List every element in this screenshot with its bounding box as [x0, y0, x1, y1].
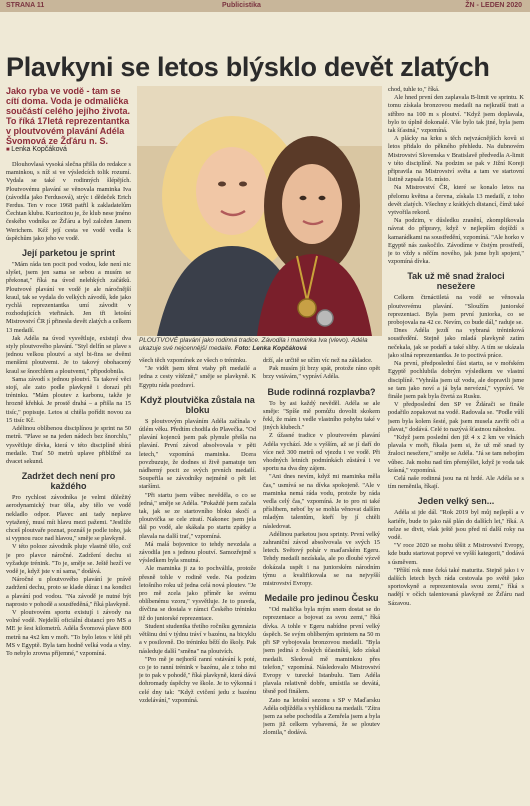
- paragraph: chod, tuhle to," říká.: [388, 86, 440, 93]
- paragraph: Náročné u ploutvového plavání je právě zadržení dechu, proto se klade důraz i na kondici a plavání pod vodou. "Na závodě je nutné být naprosto v pohodě a soustředěná," říká plavkyně.: [6, 576, 131, 608]
- paragraph: Adéla si jde dál. "Rok 2019 byl můj nejlepší a v kariéře, bude to jako náš plán do dalších let," říká. A nelze se divit, však ještě jsou před ní další roky na vodě.: [388, 509, 524, 541]
- paragraph: Z úžasné tradice v ploutvovém plavání Adéla vychází. Jde s vyšším, až se jí daří do více než 300 metrů od vjezdu i ve vodě. Při vhodných letních podmínkách zůstává i ve sportu na dva dny zájem.: [263, 432, 380, 473]
- paragraph: V této poloze závodník pluje vlastně tělo, což je pro plavce náročné. Zadržení dechu si vyžaduje trénink. "To je, směje se. Ještě hezčí ve vodě je, když jste v ní sama," dodává.: [6, 543, 131, 575]
- paragraph: Celkem čtrnáctiletá na vodě se věnovala ploutvovému plavání. "Sloužím juniorské reprezentaci. Byla jsem první juniorka, co se probojovala na 42 ce. Nevím, co bude dál," raduje se.: [388, 294, 524, 327]
- article-photo: [137, 86, 382, 336]
- paragraph: Pak musím jít brzy spát, protože ráno opět brzy vstávám," vypráví Adéla.: [263, 365, 380, 381]
- paragraph: Jak Adéla na úvod vysvětluje, existují dva styly ploutvového plavání. "Styl delfín se plave s jednou velkou ploutví a styl bi-fins se dvěmi menšími ploutvemi. Je to takový obohacený kraul se šnorchlem a ploutvemi," připodobnila.: [6, 334, 131, 375]
- article-headline: Plavkyni se letos blýsklo devět zlatých: [6, 52, 490, 82]
- paragraph: "Je vidět jsem těmi vtahy při medailé a jedna z cesty vítězně," směje se plavkyně. K Egyptu ráda pozdraví.: [139, 365, 256, 389]
- paragraph: Na Mistrovství ČR, které se konalo letos na přelomu května a června, získala 13 medailí, z toho devět zlatých. Všechny z krátkých distancí, čímž také vytvořila rekord.: [388, 184, 524, 217]
- issue-date: ŽN - LEDEN 2020: [465, 2, 522, 9]
- paragraph: S ploutvovým plaváním Adéla začínala v útlém věku. Předtím chodila do Plavečka. "Od plavání kojenců jsem pak plynule přešla na plavání. První závod absolvovala v pěti letech," vzpomíná maminka. Dcera povzbuzuje, že dodnes si živě pamatuje ten nádherný pocit ze svých prvních medailí. Soupeřila se závodníky nejméně o pět let staršími.: [139, 417, 256, 491]
- paragraph: Student studentka třetího ročníku gymnázia většinu dní v týdnu tráví v bazénu, na bicyklu a v posilovně. Do tréninku běží do školy. Pak následuje další "směna" na ploutvích.: [139, 622, 256, 655]
- photo-illustration: [137, 86, 382, 336]
- page-header-bar: [0, 0, 530, 12]
- paragraph: "Příští rok mne čeká také maturita. Stejně jako i v dalších letech bych ráda cestovala po světě jako sportovkyně a reprezentovala svou zemi," říká s nadějí v očích talentovaná plavkyně ze Žďáru nad Sázavou.: [388, 566, 524, 607]
- paragraph: "Pro mě je nejhorší ranní vstávání k poté, co je to ranní trénink v bazénu, ale z toho mi je to pak v pohodě," říká plavkyně, která dává dohromady úspěchy ve škole. Je to výkonná i celé dny tak: "Když cvičení jedu z bazénu vzdelávání," vzpomíná.: [139, 655, 256, 704]
- paragraph: Sama závodí s jednou ploutví. Ta takové věci stojí, ale zato podle plavkyně i dorazí při tréninku. "Mám ploutev z karbonu, takže je hrozně křehká. Je prostě drahá – a přišla na 15 tisíc," popisuje. Letos si chtěla pořídit novou za 15 tisíc Kč.: [6, 375, 131, 424]
- photo-caption: [139, 337, 382, 353]
- page-number: STRANA 11: [6, 2, 45, 9]
- paragraph: drží, ale určitě se učím víc než na základce.: [263, 357, 373, 364]
- section-name: Publicistika: [222, 2, 261, 9]
- paragraph: Na první, předposlední část startu, se v mořském Egyptě pochlubila dobrým výsledkem ve vlastní disciplíně. "Vyhrála jsem už vodu, ale dopravili jsme se tam jako noví a já byla nervózní," vypráví. Ve finále jsem pak byla čtvrtá za Rusku.: [388, 360, 524, 400]
- photo-credit: Foto: Lenka Kopčáková: [234, 345, 307, 352]
- text-column-3: [263, 357, 380, 803]
- paragraph: Celá naše rodinná jsou na ni hrdé. Ale Adéla se s tím neměnila, říkají.: [388, 474, 524, 491]
- text-column-4: [388, 86, 524, 803]
- paragraph: "Při startu jsem vůbec nevěděla, o co se jedná," směje se Adéla. "Pokaždé jsem začala tak, jak se ze startovního bloku skočí a ploutvička se cele ztratí. Nakonec jsem jela dál po vodě, ale skákala po startu zpátky a plavala na další trať," vzpomíná.: [139, 491, 256, 540]
- paragraph: Pro rychlost závodníka je velmi důležitý aerodynamický tvar těla, aby tělo ve vodě nekladlo odpor. Plavec ani tady neplave vytažený, musí mít hlavu mezi pažemi. "Jestliže chceš ploutvaře poznat, poznáš je podle toho, jak si vypnou ruce nad hlavou," směje se plavkyně.: [6, 494, 131, 543]
- paragraph: "Když jsem poslední den již 4 x 2 km ve vlnách plavala v moři, říkala jsem si, že už mě snad ty žraloci nesežere," směje se Adéla. "Já se tam nebojím vůbec. Jak mohu nad tím přemýšlet, když je voda tak krásná," vzpomíná.: [388, 433, 524, 474]
- subheading-dream: Jeden velký sen...: [417, 496, 495, 507]
- text-column-2: [139, 357, 256, 803]
- paragraph: všech těch vzpomínek ze všech o tréninku.: [139, 357, 247, 364]
- paragraph: "Mám ráda ten pocit pod vodou, kde není nic slyšet, jsem jen sama se sebou a musím se překonat," říká na úvod nelehkých začátků. Ploutvové plavání ve vodě je ale náročnější kraul, tak se vydala do velkých závodů, kde jako rychlá reprezentantka umí závodit v rozhodujících vteřinách. Jen tři letošní Mistrovství ČR jí přinesla devět zlatých a celkem 13 medailí.: [6, 261, 131, 334]
- article-byline: ■ Lenka Kopčáková: [6, 146, 67, 153]
- paragraph: Adélinou parketou jsou sprinty. První velký zahraniční závod absolvovala ve svých 15 letech. Světový pohár v maďarském Egeru. Tehdy medaili nezískala, ale po dlouhé výzvě dokázala uspět i na juniorském národním týmu a kvalifikovala se na nejvyšší mistrovství Evropy.: [263, 530, 380, 588]
- paragraph: Zato na letošní sezonu s SP v Maďarsku Adéla odjížděla s vyhlídkou na medaili. "Zítra jsem za sebe pochodila a Zemřela jsem a byla jsem již celkem vybavená, že se ploutev zlomila," dodává.: [263, 696, 380, 737]
- subheading-family: Bude rodinná rozplavba?: [267, 386, 376, 397]
- paragraph: "V roce 2020 se mohu těšit z Mistrovství Evropy, kde budu startovat poprvé ve vyšší kategorii," dodává s úsměvem.: [388, 542, 524, 566]
- article-lead: Jako ryba ve vodě - tam se cítí doma. Voda je odmalička součástí celého jejího života. To říká 17letá reprezentantka v ploutvovém plavání Adéla Švomová ze Žďáru n. S.: [6, 86, 131, 146]
- paragraph: "Ani dnes nevím, když mi maminka měla čas," usmívá se na dívka spokojeně. "Ale v maminka nemá ráda vodu, protože by ráda vedla celý čas," vzpomíná. Je to pro ni také příslibem, neboť by se mohla věnovat dalším mladým talentům, kteří by jí chtěli následovat.: [263, 473, 380, 530]
- paragraph: "Od malička byla mým snem dostat se do reprezentace a bojovat za svou zemi," říká dívka. A tohle v Egeru nabídne první velký úspěch. Se svým oblíbeným sprintem na 50 m při SP vybojovala bronzovou medaili. "Byla jsem jediná z českých účastníků, kdo získal medaili. Sledoval mě maminkou přes telefon," vzpomíná. Následovalo Mistrovství Evropy v turecké Istanbulu. Tam Adéla plavala relativně dobře, umístila se devátá, těsně pod finálem.: [263, 606, 380, 696]
- subheading-sprint: Její parketou je sprint: [21, 248, 116, 259]
- paragraph: V předposlední den SP ve Ždárači se finále podařilo zopakovat na vodě. Radovala se. "Podle vůlí jsem byla kolem šesté, pak jsem musela zavřít oči a plavat," dodává. Celé to nazývá šťastnou náhodou.: [388, 401, 524, 433]
- paragraph: Má malá bojovnice to tehdy nevzdala a závodila jen s jednou ploutví. Samozřejmě s výsledkem byla smutná.: [139, 540, 256, 565]
- caption-text: PLOUTVOVÉ plavání jako rodinná tradice. Závodila i maminka Iva (vlevo). Adéla ukazuje své nejcennější medaile.: [139, 337, 368, 352]
- paragraph: Na podzim, v důsledku zranění, zkomplikovala návrat do přípravy, když v nejlepším dojíždí s kamarádkami na soustředění, vzpomíná. "Ale horko v Egyptě nás zaskočilo. Závodíme v čistým prostředí, je to vždy s něčím nového, jak jsme byli spojeni," vzpomíná dívka.: [388, 217, 524, 266]
- subheading-fin: Když ploutvička zůstala na bloku: [140, 394, 255, 415]
- subheading-breath: Zadržet dech není pro každého: [21, 471, 116, 492]
- paragraph: V ploutvovém sportu existují i závody na volné vodě. Nejdelší oficiální distancí pro MS a ME je šest kilometrů. Adéla Švomová plave 800 metrů na 4x2 km v moři. "To bylo letos v létě při MS v Egyptě. Byla tam hodně velká voda a vlny. To nebylo zrovna příjemné," vzpomíná.: [6, 608, 131, 657]
- paragraph: To by asi každý nevěděl. Adéla se ale směje: "Spíše mě pomůžu dovolit skokem řekl, že mám i vedle vlastního pohybu také v jiných klubech.": [263, 399, 380, 432]
- subheading-sharks: Tak už mě snad žraloci nesežere: [407, 271, 505, 292]
- paragraph: A plácky na krku s těch nejvzácnějších kovů si letos přidalo do pěkného přehledu. Na dubnovém Mistrovství Slovenska v Bratislavě předvedla A-limit v této disciplíně. Na podzim se pak v Jižní Koreji připravila na Mistrovství světa a tam ve startovní listině zapsala 16. místo.: [388, 135, 524, 184]
- text-column-1: [6, 161, 131, 803]
- paragraph: Ale maminka ji za to pochválila, protože přesně tohle v rodině vede. Na podzim letošního roku už jedna celá nová ploutev. "Je pro mě zcela jako příměr ke svému oblíbenému vzoru," vysvětluje. Je to pravda, dívčina se dostala v rámci Českého tréninku již do juniorské reprezentace.: [139, 565, 256, 622]
- paragraph: Dlouhovlasá vysoká slečna přišla do redakce s maminkou, s níž si ve výsledcích tolik rozumí. Vydala se také v rodinných šlépějích. Ploutvovému plavání se věnovala maminka Iva (závodila jako Ferdusová), strýc i dědeček Erich Ferdus. Ten v roce 1968 patřil k zakladatelům Čechtan klubu. Kuriozitou je, že klub nese jméno českého vodníka ze Žďáru a byl založen Janem Werichem. Kéž její cesta ve vodě vedla k úspěchům jako jeho ve vodě.: [6, 161, 131, 242]
- paragraph: Dnes Adéla jezdí na vybraná tréninková soustředění. Stejně jako mladá plavkyně zatím nečekala, jak se podaří a také sliby. A tím se ukázala jako silná reprezentantka. Je to poctivá práce.: [388, 327, 524, 359]
- paragraph: Adélinou oblíbenou disciplínou je sprint na 50 metrů. "Plave se na jeden nádech bez šnorchlu," vysvětluje dívka, která v této disciplíně sbírá medaile. Trať 50 metrů uplave přibližně za dvacet sekund.: [6, 425, 131, 465]
- paragraph: Ale hned první den zaplavala B-limit ve sprintu. K tomu získala bronzovou medaili na nejkratší trati a stříbro na 100 m s ploutví. "Když jsem doplavala, bylo to úplně dokonalé. Vše bylo tak jiné, byla jsem tak šťastná," vzpomíná.: [388, 94, 524, 135]
- subheading-medal: Medaile pro jedinou Česku: [264, 593, 379, 604]
